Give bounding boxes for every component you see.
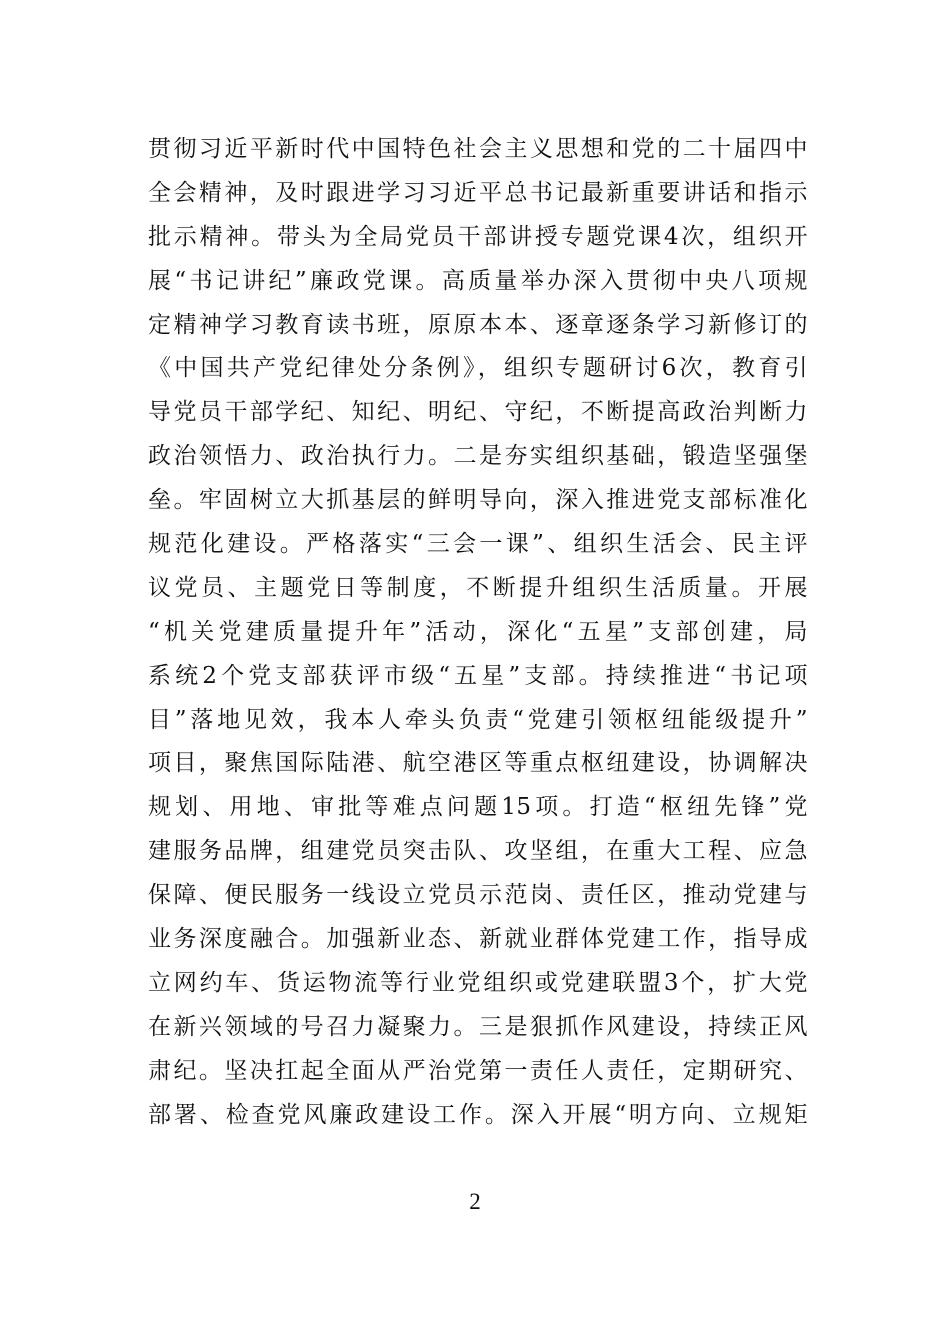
text-line-8: 政治领悟力、政治执行力。二是夯实组织基础，锻造坚强堡 (148, 443, 808, 470)
text-line-20: 立网约车、货运物流等行业党组织或党建联盟3个，扩大党 (148, 969, 808, 996)
text-line-5: 定精神学习教育读书班，原原本本、逐章逐条学习新修订的 (148, 311, 808, 338)
text-line-11: 议党员、主题党日等制度，不断提升组织生活质量。开展 (148, 574, 808, 601)
text-line-9: 垒。牢固树立大抓基层的鲜明导向，深入推进党支部标准化 (148, 487, 808, 514)
text-line-18: 保障、便民服务一线设立党员示范岗、责任区，推动党建与 (148, 882, 808, 909)
text-line-3: 批示精神。带头为全局党员干部讲授专题党课4次，组织开 (148, 223, 808, 250)
text-line-17: 建服务品牌，组建党员突击队、攻坚组，在重大工程、应急 (148, 838, 808, 865)
text-line-21: 在新兴领域的号召力凝聚力。三是狠抓作风建设，持续正风 (148, 1013, 808, 1040)
text-line-14: 目”落地见效，我本人牵头负责“党建引领枢纽能级提升” (148, 706, 808, 733)
text-line-6: 《中国共产党纪律处分条例》，组织专题研讨6次，教育引 (148, 355, 808, 382)
text-line-19: 业务深度融合。加强新业态、新就业群体党建工作，指导成 (148, 926, 808, 953)
body-paragraph (148, 128, 808, 1137)
text-line-23: 部署、检查党风廉政建设工作。深入开展“明方向、立规矩 (148, 1101, 808, 1128)
text-line-16: 规划、用地、审批等难点问题15项。打造“枢纽先锋”党 (148, 794, 808, 821)
page-number: 2 (469, 1189, 481, 1214)
text-line-15: 项目，聚焦国际陆港、航空港区等重点枢纽建设，协调解决 (148, 750, 808, 777)
text-line-2: 全会精神，及时跟进学习习近平总书记最新重要讲话和指示 (148, 179, 808, 206)
text-line-7: 导党员干部学纪、知纪、明纪、守纪，不断提高政治判断力 (148, 399, 808, 426)
text-line-4: 展“书记讲纪”廉政党课。高质量举办深入贯彻中央八项规 (148, 267, 808, 294)
text-line-12: “机关党建质量提升年”活动，深化“五星”支部创建，局 (148, 618, 808, 645)
text-line-10: 规范化建设。严格落实“三会一课”、组织生活会、民主评 (148, 531, 808, 558)
text-line-22: 肃纪。坚决扛起全面从严治党第一责任人责任，定期研究、 (148, 1057, 808, 1084)
text-line-1: 贯彻习近平新时代中国特色社会主义思想和党的二十届四中 (148, 136, 808, 162)
text-line-13: 系统2个党支部获评市级“五星”支部。持续推进“书记项 (148, 662, 808, 689)
